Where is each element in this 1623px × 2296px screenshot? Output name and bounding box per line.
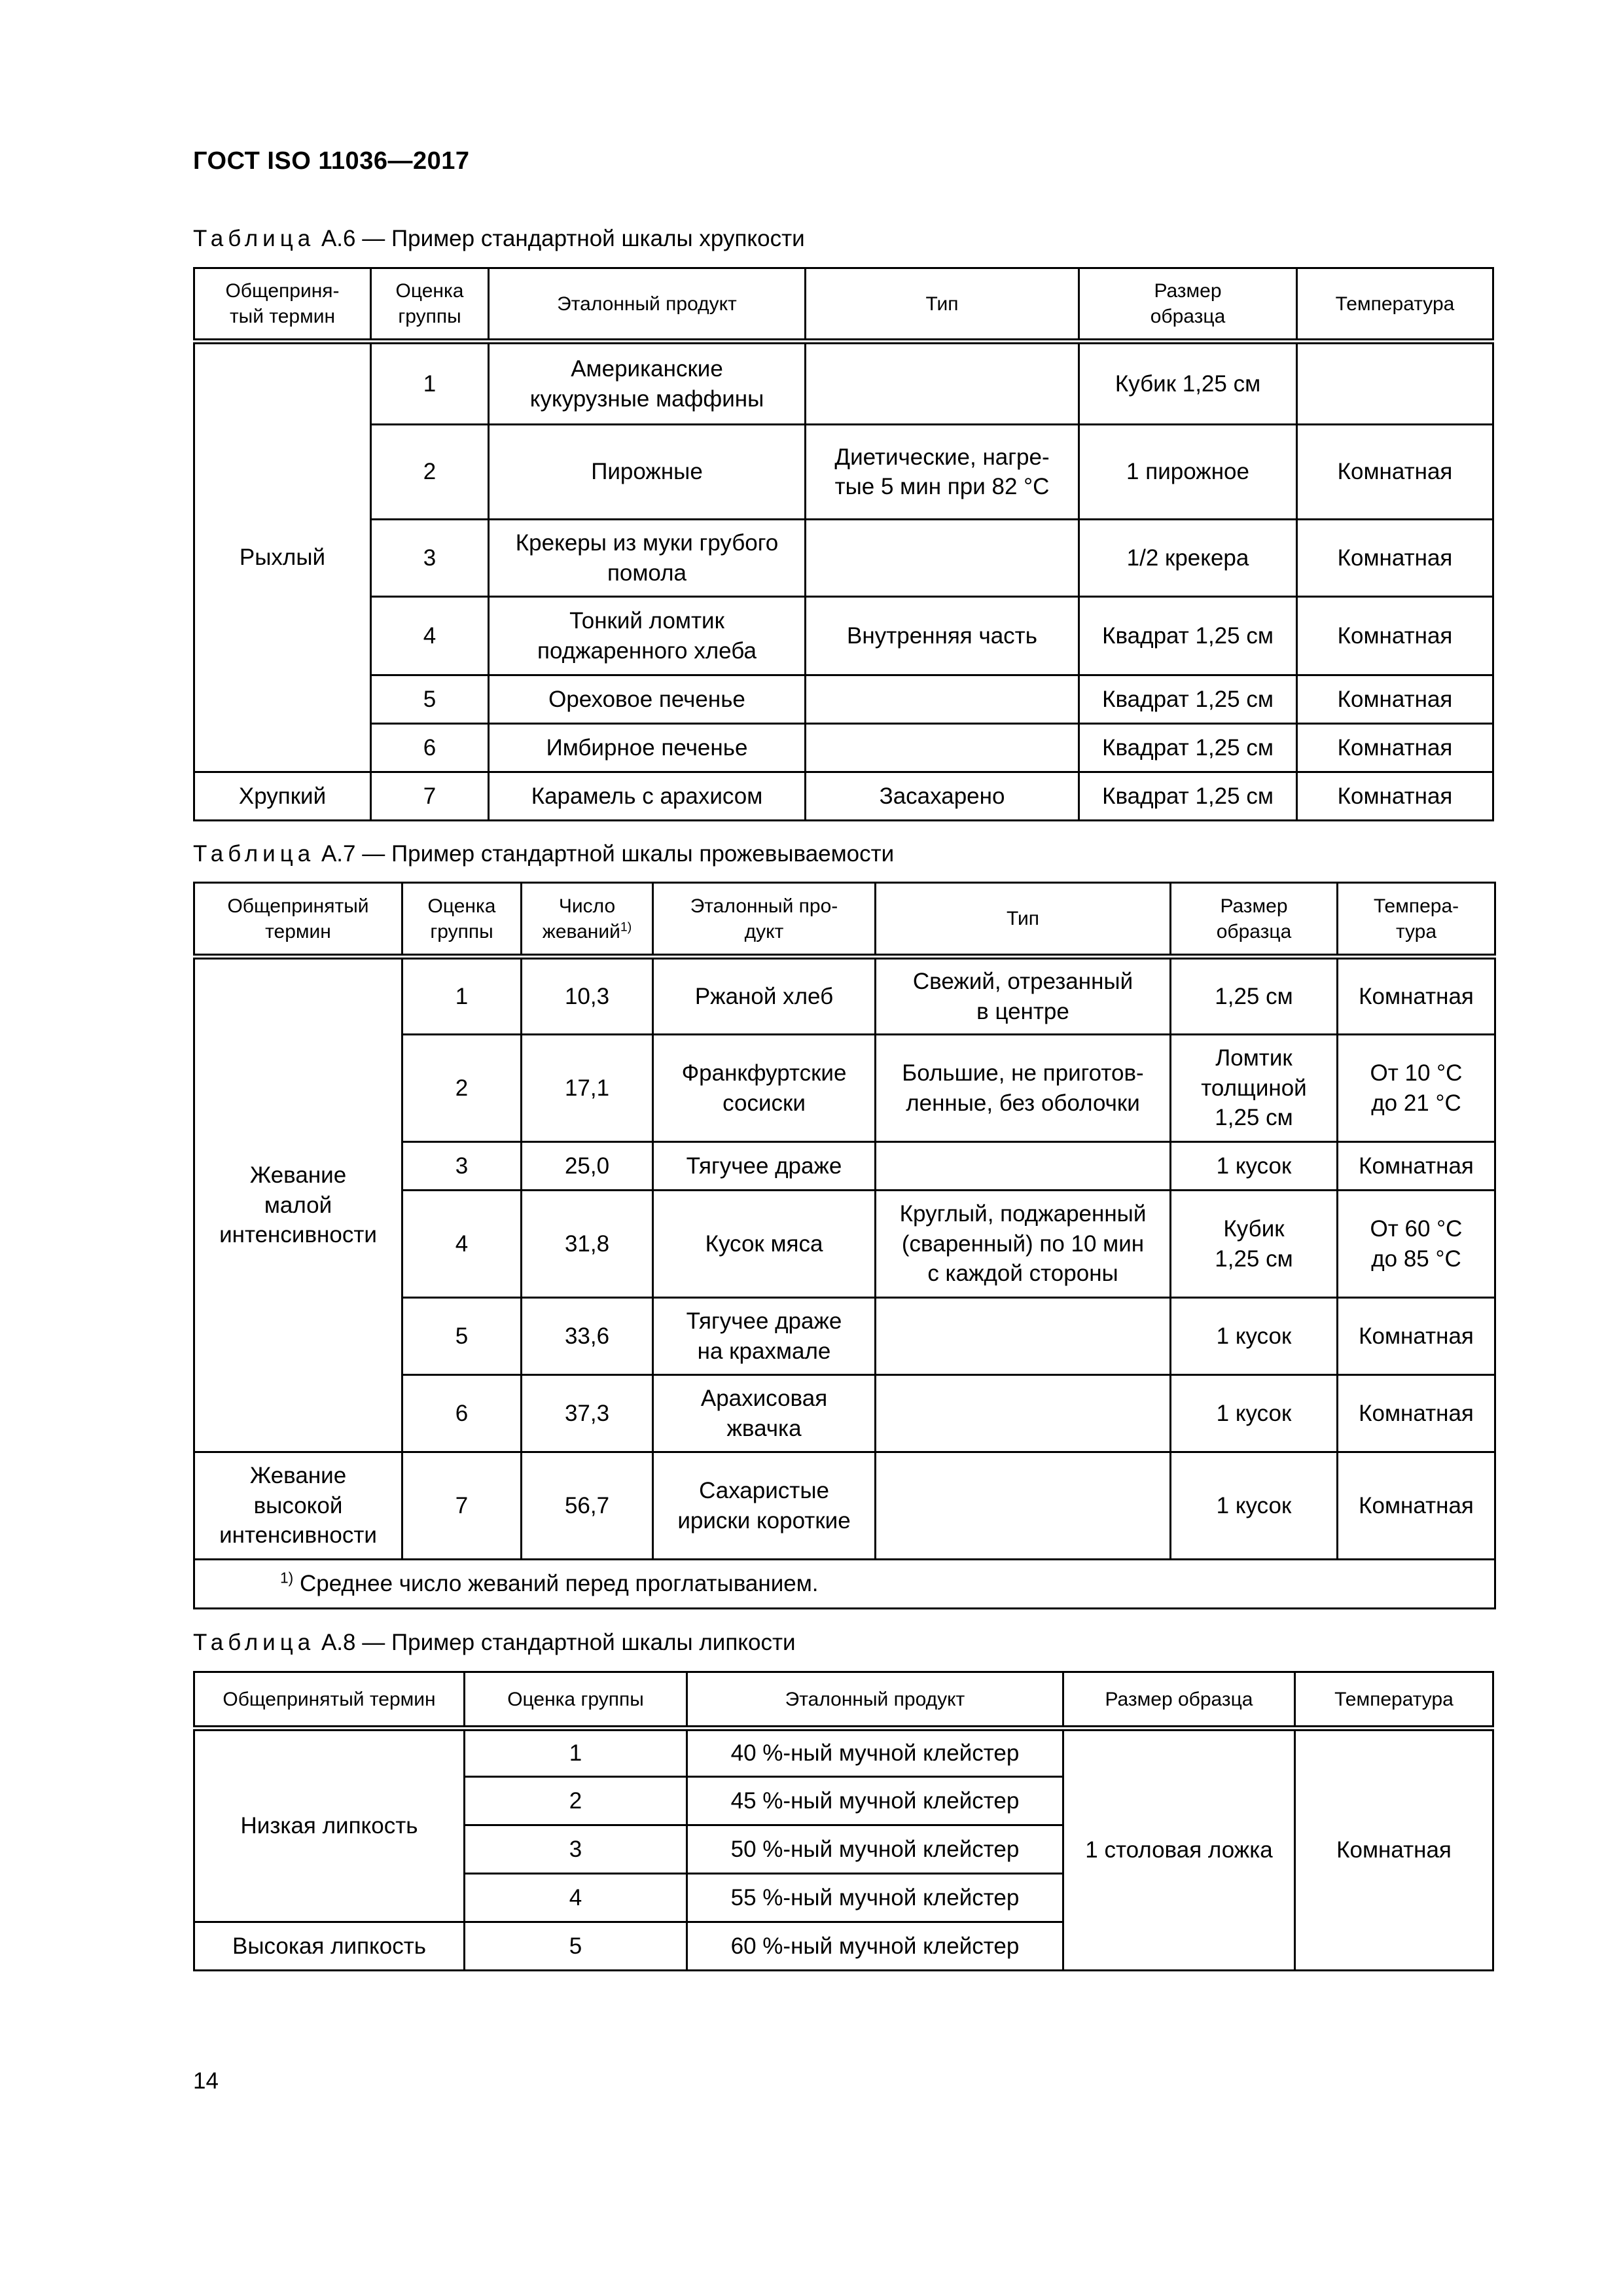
product-cell: Карамель с арахисом <box>489 772 806 821</box>
header-temperature: Температура <box>1295 1672 1493 1729</box>
table-a6-caption <box>193 226 805 252</box>
type-cell: Внутренняя часть <box>806 597 1079 675</box>
size-cell: Квадрат 1,25 см <box>1079 724 1297 772</box>
product-cell: Крекеры из муки грубого помола <box>489 520 806 597</box>
header-group-score: Оценка группы <box>371 268 489 342</box>
caption-text: А.7 — Пример стандартной шкалы прожевываемости <box>315 841 895 867</box>
type-cell <box>876 1452 1171 1560</box>
product-cell: Тонкий ломтик поджаренного хлеба <box>489 597 806 675</box>
table-row <box>194 1729 1493 1777</box>
type-cell: Большие, не приготов- ленные, без оболочки <box>876 1035 1171 1142</box>
score-cell: 6 <box>402 1375 522 1452</box>
size-cell: 1 кусок <box>1171 1142 1338 1191</box>
temperature-cell: Комнатная <box>1297 724 1493 772</box>
header-sample-size: Размер образца <box>1079 268 1297 342</box>
footnote-marker: 1) <box>280 1569 294 1587</box>
temperature-cell: Комнатная <box>1297 597 1493 675</box>
header-common-term: Общеприня- тый термин <box>194 268 371 342</box>
header-reference-product: Эталонный про- дукт <box>653 883 876 957</box>
type-cell: Свежий, отрезанный в центре <box>876 957 1171 1035</box>
table-row <box>194 342 1493 425</box>
table-a8 <box>193 1671 1494 1971</box>
table-a7-caption <box>193 841 894 867</box>
table-header-row <box>194 1672 1493 1729</box>
table-a7 <box>193 882 1496 1609</box>
header-type: Тип <box>806 268 1079 342</box>
type-cell <box>806 675 1079 724</box>
term-cell: Хрупкий <box>194 772 371 821</box>
product-cell: Арахисовая жвачка <box>653 1375 876 1452</box>
chews-cell: 17,1 <box>522 1035 653 1142</box>
table-row <box>194 772 1493 821</box>
term-cell: Жевание высокой интенсивности <box>194 1452 402 1560</box>
header-type: Тип <box>876 883 1171 957</box>
temperature-cell: Комнатная <box>1297 675 1493 724</box>
score-cell: 6 <box>371 724 489 772</box>
type-cell: Круглый, поджаренный (сваренный) по 10 мин с каждой стороны <box>876 1191 1171 1298</box>
table-row <box>194 957 1495 1035</box>
size-cell: 1 кусок <box>1171 1298 1338 1375</box>
temperature-cell: Комнатная <box>1338 1375 1495 1452</box>
chews-cell: 37,3 <box>522 1375 653 1452</box>
header-reference-product: Эталонный продукт <box>687 1672 1063 1729</box>
document-title: ГОСТ ISO 11036—2017 <box>193 147 470 175</box>
size-cell: Ломтик толщиной 1,25 см <box>1171 1035 1338 1142</box>
footnote-text: Среднее число жеваний перед проглатыванием. <box>293 1571 819 1597</box>
header-common-term: Общепринятый термин <box>194 1672 465 1729</box>
product-cell: Тягучее драже <box>653 1142 876 1191</box>
product-cell: Американские кукурузные маффины <box>489 342 806 425</box>
temperature-cell: Комнатная <box>1297 520 1493 597</box>
table-row <box>194 675 1493 724</box>
size-cell: Квадрат 1,25 см <box>1079 675 1297 724</box>
table-footnote <box>194 1560 1495 1609</box>
header-reference-product: Эталонный продукт <box>489 268 806 342</box>
score-cell: 3 <box>402 1142 522 1191</box>
temperature-cell: От 60 °С до 85 °С <box>1338 1191 1495 1298</box>
size-cell: Квадрат 1,25 см <box>1079 772 1297 821</box>
temperature-cell: От 10 °С до 21 °С <box>1338 1035 1495 1142</box>
table-footnote-row <box>194 1560 1495 1609</box>
temperature-cell <box>1297 342 1493 425</box>
table-row <box>194 425 1493 520</box>
product-cell: Пирожные <box>489 425 806 520</box>
term-cell: Низкая липкость <box>194 1729 465 1922</box>
score-cell: 4 <box>465 1874 687 1922</box>
score-cell: 1 <box>465 1729 687 1777</box>
term-cell: Жевание малой интенсивности <box>194 957 402 1452</box>
header-group-score: Оценка группы <box>465 1672 687 1729</box>
size-cell: 1/2 крекера <box>1079 520 1297 597</box>
score-cell: 5 <box>465 1922 687 1971</box>
product-cell: Кусок мяса <box>653 1191 876 1298</box>
score-cell: 7 <box>371 772 489 821</box>
score-cell: 4 <box>402 1191 522 1298</box>
score-cell: 5 <box>402 1298 522 1375</box>
product-cell: 60 %-ный мучной клейстер <box>687 1922 1063 1971</box>
caption-text: А.8 — Пример стандартной шкалы липкости <box>315 1630 796 1655</box>
size-cell: 1 кусок <box>1171 1375 1338 1452</box>
product-cell: 45 %-ный мучной клейстер <box>687 1777 1063 1825</box>
chews-cell: 25,0 <box>522 1142 653 1191</box>
table-row <box>194 724 1493 772</box>
temperature-cell: Комнатная <box>1338 1142 1495 1191</box>
header-sample-size: Размер образца <box>1171 883 1338 957</box>
score-cell: 5 <box>371 675 489 724</box>
product-cell: Тягучее драже на крахмале <box>653 1298 876 1375</box>
temperature-cell: Комнатная <box>1297 772 1493 821</box>
caption-prefix: Таблица <box>193 1630 315 1655</box>
type-cell: Диетические, нагре- тые 5 мин при 82 °С <box>806 425 1079 520</box>
header-chew-count <box>522 883 653 957</box>
caption-prefix: Таблица <box>193 841 315 867</box>
temperature-cell: Комнатная <box>1338 957 1495 1035</box>
score-cell: 3 <box>371 520 489 597</box>
header-chew-count-label: Число жеваний <box>542 895 620 942</box>
type-cell <box>806 724 1079 772</box>
score-cell: 1 <box>402 957 522 1035</box>
type-cell <box>876 1142 1171 1191</box>
size-cell: Кубик 1,25 см <box>1079 342 1297 425</box>
score-cell: 2 <box>402 1035 522 1142</box>
chews-cell: 33,6 <box>522 1298 653 1375</box>
type-cell: Засахарено <box>806 772 1079 821</box>
temperature-cell: Комнатная <box>1338 1298 1495 1375</box>
temperature-cell: Комнатная <box>1297 425 1493 520</box>
score-cell: 2 <box>371 425 489 520</box>
size-cell: 1 пирожное <box>1079 425 1297 520</box>
size-cell: Кубик 1,25 см <box>1171 1191 1338 1298</box>
score-cell: 7 <box>402 1452 522 1560</box>
product-cell: Франкфуртские сосиски <box>653 1035 876 1142</box>
score-cell: 2 <box>465 1777 687 1825</box>
table-header-row <box>194 268 1493 342</box>
table-row <box>194 1452 1495 1560</box>
type-cell <box>806 520 1079 597</box>
header-common-term: Общепринятый термин <box>194 883 402 957</box>
term-cell: Высокая липкость <box>194 1922 465 1971</box>
product-cell: Сахаристые ириски короткие <box>653 1452 876 1560</box>
size-cell: 1,25 см <box>1171 957 1338 1035</box>
temperature-cell: Комнатная <box>1295 1729 1493 1971</box>
footnote-ref: 1) <box>620 919 632 934</box>
header-temperature: Темпера- тура <box>1338 883 1495 957</box>
table-row <box>194 597 1493 675</box>
table-a6 <box>193 267 1494 821</box>
product-cell: 55 %-ный мучной клейстер <box>687 1874 1063 1922</box>
chews-cell: 10,3 <box>522 957 653 1035</box>
type-cell <box>806 342 1079 425</box>
table-row <box>194 520 1493 597</box>
temperature-cell: Комнатная <box>1338 1452 1495 1560</box>
type-cell <box>876 1375 1171 1452</box>
size-cell: 1 кусок <box>1171 1452 1338 1560</box>
score-cell: 4 <box>371 597 489 675</box>
product-cell: Ржаной хлеб <box>653 957 876 1035</box>
page-number: 14 <box>193 2068 219 2094</box>
header-group-score: Оценка группы <box>402 883 522 957</box>
product-cell: 50 %-ный мучной клейстер <box>687 1825 1063 1874</box>
caption-text: А.6 — Пример стандартной шкалы хрупкости <box>315 226 805 251</box>
product-cell: Имбирное печенье <box>489 724 806 772</box>
caption-prefix: Таблица <box>193 226 315 251</box>
chews-cell: 56,7 <box>522 1452 653 1560</box>
score-cell: 3 <box>465 1825 687 1874</box>
product-cell: 40 %-ный мучной клейстер <box>687 1729 1063 1777</box>
chews-cell: 31,8 <box>522 1191 653 1298</box>
type-cell <box>876 1298 1171 1375</box>
size-cell: 1 столовая ложка <box>1063 1729 1295 1971</box>
header-temperature: Температура <box>1297 268 1493 342</box>
product-cell: Ореховое печенье <box>489 675 806 724</box>
header-sample-size: Размер образца <box>1063 1672 1295 1729</box>
size-cell: Квадрат 1,25 см <box>1079 597 1297 675</box>
table-header-row <box>194 883 1495 957</box>
score-cell: 1 <box>371 342 489 425</box>
table-a8-caption <box>193 1630 796 1656</box>
term-cell: Рыхлый <box>194 342 371 772</box>
